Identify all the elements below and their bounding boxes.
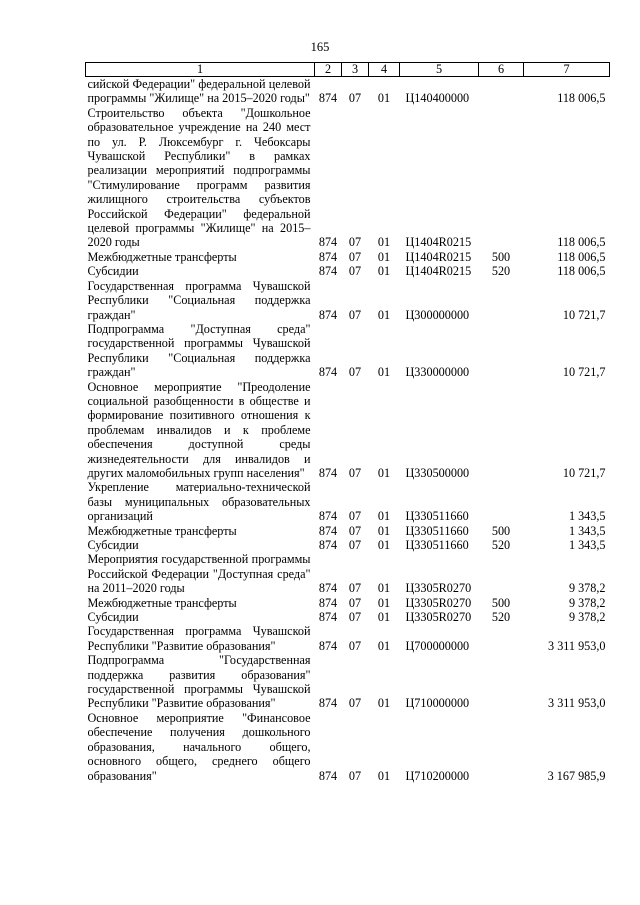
row-amount: 9 378,2 bbox=[568, 595, 606, 610]
table-row bbox=[86, 524, 610, 538]
header-col-1: 1 bbox=[86, 63, 315, 77]
row-name: Подпрограмма "Доступная среда" государственной программы Чувашской Республики "Социальная поддержка граждан" bbox=[87, 321, 311, 380]
row-ministry-code: 874 bbox=[318, 249, 338, 264]
row-expense-type bbox=[479, 322, 524, 380]
row-target-code: Ц710200000 bbox=[405, 768, 470, 783]
row-ministry-code: 874 bbox=[318, 610, 338, 625]
table-row bbox=[86, 610, 610, 624]
row-ministry-code: 874 bbox=[318, 581, 338, 596]
row-amount: 1 343,5 bbox=[568, 538, 606, 552]
table-row bbox=[86, 380, 610, 481]
row-expense-type bbox=[479, 279, 524, 322]
budget-table bbox=[85, 62, 610, 783]
row-amount: 118 006,5 bbox=[557, 91, 606, 106]
row-ministry-code: 874 bbox=[318, 307, 338, 322]
row-section-code: 07 bbox=[348, 91, 362, 106]
row-section-code: 07 bbox=[348, 264, 362, 279]
table-row bbox=[86, 250, 610, 264]
row-expense-type bbox=[479, 480, 524, 523]
row-subsection-code: 01 bbox=[377, 581, 391, 596]
row-section-code: 07 bbox=[348, 768, 362, 783]
row-expense-type: 520 bbox=[491, 610, 511, 625]
row-target-code: Ц1404R0215 bbox=[405, 264, 472, 279]
table-row bbox=[86, 653, 610, 711]
row-target-code: Ц300000000 bbox=[405, 307, 470, 322]
row-section-code: 07 bbox=[348, 581, 362, 596]
row-amount: 10 721,7 bbox=[562, 465, 606, 480]
row-subsection-code: 01 bbox=[377, 638, 391, 653]
row-subsection-code: 01 bbox=[377, 264, 391, 279]
row-subsection-code: 01 bbox=[377, 768, 391, 783]
row-expense-type bbox=[479, 624, 524, 653]
row-ministry-code: 874 bbox=[318, 365, 338, 380]
row-ministry-code: 874 bbox=[318, 509, 338, 524]
row-section-code: 07 bbox=[348, 235, 362, 250]
row-amount: 10 721,7 bbox=[562, 365, 606, 380]
row-subsection-code: 01 bbox=[377, 91, 391, 106]
row-subsection-code: 01 bbox=[377, 465, 391, 480]
row-subsection-code: 01 bbox=[377, 365, 391, 380]
row-amount: 10 721,7 bbox=[562, 307, 606, 322]
row-expense-type: 520 bbox=[491, 264, 511, 279]
row-expense-type: 520 bbox=[491, 538, 511, 552]
row-target-code: Ц3305R0270 bbox=[405, 595, 472, 610]
table-body bbox=[86, 77, 610, 783]
row-name: Государственная программа Чувашской Республики "Развитие образования" bbox=[87, 624, 311, 653]
row-amount: 9 378,2 bbox=[568, 581, 606, 596]
row-amount: 1 343,5 bbox=[568, 523, 606, 538]
row-subsection-code: 01 bbox=[377, 249, 391, 264]
row-expense-type bbox=[479, 77, 524, 106]
page-number: 165 bbox=[310, 40, 330, 54]
row-amount: 1 343,5 bbox=[568, 509, 606, 524]
row-target-code: Ц700000000 bbox=[405, 638, 470, 653]
row-amount: 9 378,2 bbox=[568, 610, 606, 625]
table-row bbox=[86, 480, 610, 523]
row-name: Межбюджетные трансферты bbox=[87, 523, 237, 538]
row-amount: 118 006,5 bbox=[557, 249, 606, 264]
row-section-code: 07 bbox=[348, 365, 362, 380]
row-target-code: Ц330511660 bbox=[405, 538, 469, 552]
row-amount: 3 311 953,0 bbox=[548, 638, 606, 653]
row-name: Основное мероприятие "Финансовое обеспечение получения дошкольного образования, начального общего, основного общего, среднего общего образования" bbox=[87, 710, 311, 783]
header-col-4: 4 bbox=[369, 63, 400, 77]
row-expense-type: 500 bbox=[491, 595, 511, 610]
row-target-code: Ц710000000 bbox=[405, 696, 470, 711]
row-name: Укрепление материально-технической базы муниципальных образовательных организаций bbox=[87, 480, 311, 524]
row-target-code: Ц140400000 bbox=[405, 91, 470, 106]
row-subsection-code: 01 bbox=[377, 523, 391, 538]
row-subsection-code: 01 bbox=[377, 307, 391, 322]
row-target-code: Ц330511660 bbox=[405, 509, 469, 524]
row-ministry-code: 874 bbox=[318, 523, 338, 538]
row-section-code: 07 bbox=[348, 538, 362, 552]
row-name: Подпрограмма "Государственная поддержка развития образования" государственной программы Чувашской Республики "Развитие образования" bbox=[87, 653, 311, 711]
row-amount: 3 311 953,0 bbox=[548, 696, 606, 711]
row-target-code: Ц3305R0270 bbox=[405, 610, 472, 625]
row-section-code: 07 bbox=[348, 638, 362, 653]
table-row bbox=[86, 624, 610, 653]
row-subsection-code: 01 bbox=[377, 235, 391, 250]
row-subsection-code: 01 bbox=[377, 696, 391, 711]
row-expense-type bbox=[479, 106, 524, 250]
table-row bbox=[86, 106, 610, 250]
row-ministry-code: 874 bbox=[318, 696, 338, 711]
row-target-code: Ц1404R0215 bbox=[405, 249, 472, 264]
row-expense-type bbox=[479, 711, 524, 783]
row-name: Строительство объекта "Дошкольное образовательное учреждение на 240 мест по ул. Р. Люксембург г. Чебоксары Чувашской Республики" в рамках реализации мероприятий подпрограммы "Стимулирование программ развития жилищного строительства субъектов Российской Федерации" федеральной целевой программы "Жилище" на 2015–2020 годы bbox=[87, 105, 311, 250]
header-col-3: 3 bbox=[342, 63, 369, 77]
row-subsection-code: 01 bbox=[377, 509, 391, 524]
row-section-code: 07 bbox=[348, 523, 362, 538]
table-row bbox=[86, 77, 610, 106]
row-name: Субсидии bbox=[87, 538, 139, 552]
table-row bbox=[86, 322, 610, 380]
row-expense-type bbox=[479, 653, 524, 711]
header-col-7: 7 bbox=[524, 63, 610, 77]
row-section-code: 07 bbox=[348, 595, 362, 610]
row-subsection-code: 01 bbox=[377, 610, 391, 625]
table-row bbox=[86, 596, 610, 610]
row-section-code: 07 bbox=[348, 249, 362, 264]
table-row bbox=[86, 538, 610, 552]
row-name: Субсидии bbox=[87, 264, 139, 279]
row-ministry-code: 874 bbox=[318, 538, 338, 552]
row-expense-type bbox=[479, 380, 524, 481]
row-section-code: 07 bbox=[348, 610, 362, 625]
header-col-6: 6 bbox=[479, 63, 524, 77]
row-section-code: 07 bbox=[348, 465, 362, 480]
row-amount: 118 006,5 bbox=[557, 235, 606, 250]
row-target-code: Ц3305R0270 bbox=[405, 581, 472, 596]
row-name: Межбюджетные трансферты bbox=[87, 595, 237, 610]
row-name: Государственная программа Чувашской Республики "Социальная поддержка граждан" bbox=[87, 278, 311, 322]
row-target-code: Ц330000000 bbox=[405, 365, 470, 380]
row-name: Основное мероприятие "Преодоление социальной разобщенности в обществе и формирование позитивного отношения к проблемам инвалидов и к проблеме обеспечения доступной среды жизнедеятельности для инвалидов и других маломобильных групп населения" bbox=[87, 379, 311, 480]
row-ministry-code: 874 bbox=[318, 638, 338, 653]
row-ministry-code: 874 bbox=[318, 465, 338, 480]
table-row bbox=[86, 711, 610, 783]
table-header bbox=[86, 63, 610, 77]
row-name: Мероприятия государственной программы Российской Федерации "Доступная среда" на 2011–2020 годы bbox=[87, 552, 311, 596]
row-target-code: Ц330500000 bbox=[405, 465, 470, 480]
row-name: Межбюджетные трансферты bbox=[87, 249, 237, 264]
row-target-code: Ц330511660 bbox=[405, 523, 469, 538]
row-section-code: 07 bbox=[348, 509, 362, 524]
row-subsection-code: 01 bbox=[377, 538, 391, 552]
row-amount: 118 006,5 bbox=[557, 264, 606, 279]
table-row bbox=[86, 279, 610, 322]
row-name: Субсидии bbox=[87, 610, 139, 625]
row-ministry-code: 874 bbox=[318, 595, 338, 610]
row-expense-type: 500 bbox=[491, 249, 511, 264]
row-target-code: Ц1404R0215 bbox=[405, 235, 472, 250]
row-ministry-code: 874 bbox=[318, 264, 338, 279]
row-ministry-code: 874 bbox=[318, 91, 338, 106]
row-section-code: 07 bbox=[348, 307, 362, 322]
row-subsection-code: 01 bbox=[377, 595, 391, 610]
row-name: сийской Федерации" федеральной целевой программы "Жилище" на 2015–2020 годы" bbox=[87, 77, 311, 106]
row-amount: 3 167 985,9 bbox=[547, 768, 606, 783]
row-expense-type bbox=[479, 552, 524, 595]
row-ministry-code: 874 bbox=[318, 768, 338, 783]
table-row bbox=[86, 552, 610, 595]
row-expense-type: 500 bbox=[491, 523, 511, 538]
header-row bbox=[86, 63, 610, 77]
table-row bbox=[86, 264, 610, 278]
row-ministry-code: 874 bbox=[318, 235, 338, 250]
row-section-code: 07 bbox=[348, 696, 362, 711]
header-col-2: 2 bbox=[315, 63, 342, 77]
header-col-5: 5 bbox=[400, 63, 479, 77]
